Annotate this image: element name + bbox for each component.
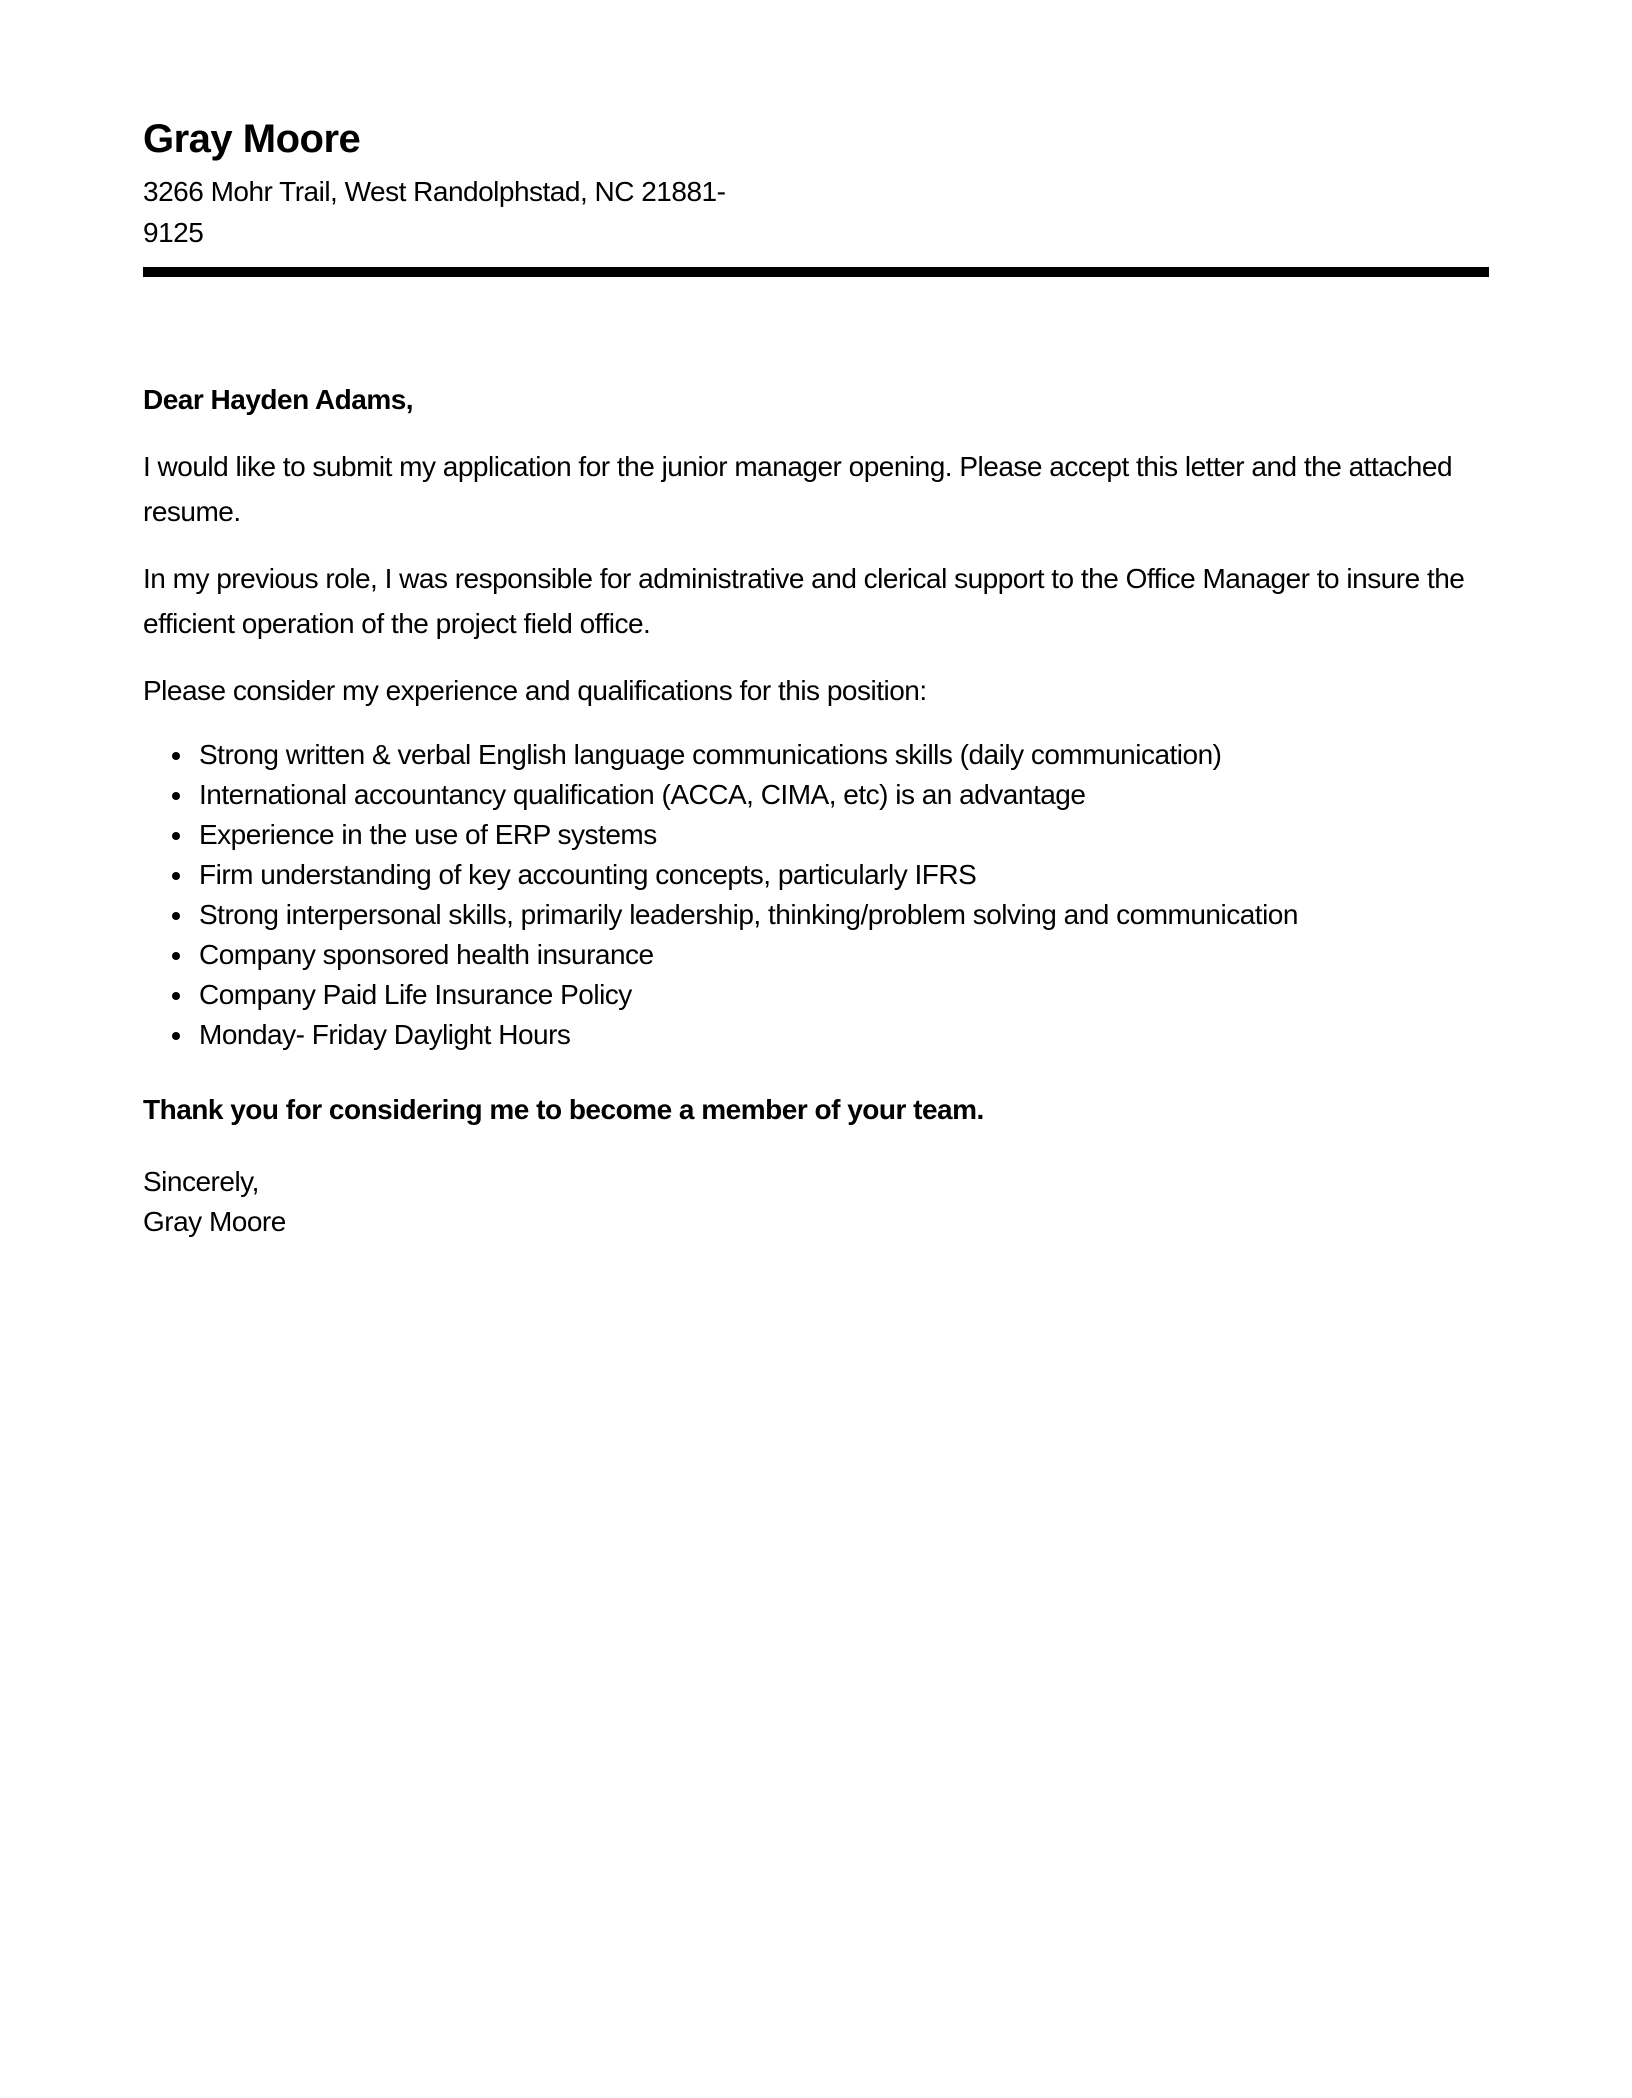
signature-name: Gray Moore xyxy=(143,1206,286,1237)
qualification-item: • Experience in the use of ERP systems xyxy=(195,815,1489,855)
paragraph-qualifications-lead: Please consider my experience and qualifications for this position: xyxy=(143,675,927,706)
qualification-item: • Company Paid Life Insurance Policy xyxy=(195,975,1489,1015)
sender-address xyxy=(143,171,1489,253)
sender-address-line2: 9125 xyxy=(143,217,204,248)
qualification-item: • Company sponsored health insurance xyxy=(195,935,1489,975)
qualification-item: • Firm understanding of key accounting concepts, particularly IFRS xyxy=(195,855,1489,895)
sender-name: Gray Moore xyxy=(143,117,361,161)
qualification-item: • Strong written & verbal English language communications skills (daily communication) xyxy=(195,735,1489,775)
salutation: Dear Hayden Adams, xyxy=(143,384,414,415)
sender-address-line1: 3266 Mohr Trail, West Randolphstad, NC 21881- xyxy=(143,176,726,207)
signoff: Sincerely, xyxy=(143,1166,259,1197)
paragraph-intro: I would like to submit my application for the junior manager opening. Please accept this letter and the attached resume. xyxy=(143,451,1453,527)
signature-block xyxy=(143,1162,1489,1242)
qualification-item: • Monday- Friday Daylight Hours xyxy=(195,1015,1489,1055)
qualification-item: • Strong interpersonal skills, primarily leadership, thinking/problem solving and communication xyxy=(195,895,1489,935)
paragraph-previous-role: In my previous role, I was responsible for administrative and clerical support to the Office Manager to insure the efficient operation of the project field office. xyxy=(143,563,1465,639)
header-divider-rule xyxy=(143,267,1489,277)
qualification-item: • International accountancy qualification (ACCA, CIMA, etc) is an advantage xyxy=(195,775,1489,815)
qualifications-list xyxy=(143,735,1489,1055)
closing-statement: Thank you for considering me to become a member of your team. xyxy=(143,1094,984,1125)
